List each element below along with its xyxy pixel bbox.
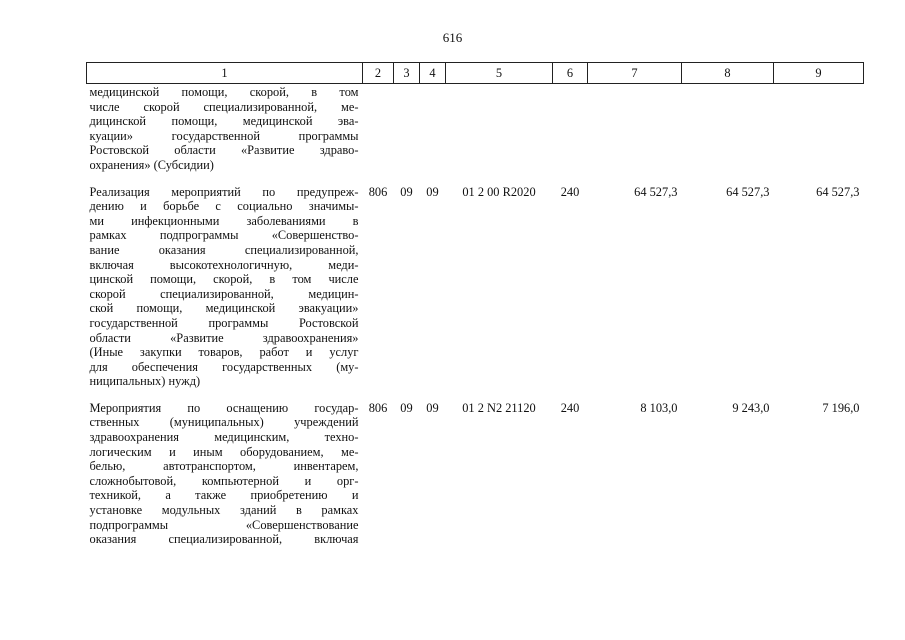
row-description bbox=[87, 84, 363, 185]
description-line: (Иные закупки товаров, работ и услуг bbox=[89, 345, 359, 360]
column-header: 1 bbox=[87, 63, 363, 84]
grbs-cell bbox=[363, 84, 394, 185]
subsection-cell bbox=[420, 84, 446, 185]
description-line: медицинской помощи, скорой, в том bbox=[89, 85, 359, 99]
amount-year1-cell: 8 103,0 bbox=[640, 400, 678, 415]
grbs-cell: 806 bbox=[368, 184, 388, 199]
row-description bbox=[87, 401, 363, 559]
description-line: области «Развитие здравоохранения» bbox=[89, 330, 359, 345]
amount-year3-cell: 7 196,0 bbox=[822, 400, 860, 415]
description-line: рамках подпрограммы «Совершенство- bbox=[89, 228, 359, 243]
amount-year2-cell bbox=[682, 84, 774, 185]
description-line: дению и борьбе с социально значимы- bbox=[89, 199, 359, 214]
column-header: 8 bbox=[682, 63, 774, 84]
amount-year3-cell bbox=[774, 84, 864, 185]
column-header: 6 bbox=[553, 63, 588, 84]
budget-table bbox=[86, 62, 864, 559]
table-row bbox=[87, 401, 864, 559]
description-line: логическим и иным оборудованием, ме- bbox=[89, 444, 359, 459]
description-line: Мероприятия по оснащению государ- bbox=[89, 400, 359, 415]
page-number: 616 bbox=[442, 30, 463, 45]
description-line: государственной программы Ростовской bbox=[89, 315, 359, 330]
subsection-cell: 09 bbox=[426, 400, 439, 415]
column-number-row bbox=[87, 63, 864, 84]
description-line: установке модульных зданий в рамках bbox=[89, 503, 359, 518]
column-header: 4 bbox=[420, 63, 446, 84]
column-header: 3 bbox=[394, 63, 420, 84]
description-line: куации» государственной программы bbox=[89, 128, 359, 143]
description-line: ственных (муниципальных) учреждений bbox=[89, 415, 359, 430]
section-cell bbox=[394, 84, 420, 185]
table-row bbox=[87, 84, 864, 185]
grbs-cell: 806 bbox=[368, 400, 388, 415]
section-cell: 09 bbox=[400, 400, 413, 415]
description-line: Реализация мероприятий по предупреж- bbox=[89, 184, 359, 199]
column-header: 7 bbox=[588, 63, 682, 84]
column-header: 9 bbox=[774, 63, 864, 84]
description-line: ниципальных) нужд) bbox=[89, 374, 201, 389]
description-line: оказания специализированной, включая bbox=[89, 532, 359, 547]
amount-year1-cell bbox=[588, 84, 682, 185]
target-article-cell bbox=[446, 84, 553, 185]
table-row bbox=[87, 185, 864, 401]
description-line: цинской помощи, скорой, в том числе bbox=[89, 272, 359, 287]
target-article-cell: 01 2 00 R2020 bbox=[462, 184, 536, 199]
description-line: сложнобытовой, компьютерной и орг- bbox=[89, 473, 359, 488]
description-line: подпрограммы «Совершенствование bbox=[89, 517, 359, 532]
row-description bbox=[87, 185, 363, 401]
column-header: 5 bbox=[446, 63, 553, 84]
description-line: белью, автотранспортом, инвентарем, bbox=[89, 459, 359, 474]
amount-year2-cell: 9 243,0 bbox=[732, 400, 770, 415]
description-line: здравоохранения медицинским, техно- bbox=[89, 430, 359, 445]
column-header: 2 bbox=[363, 63, 394, 84]
description-line: ской помощи, медицинской эвакуации» bbox=[89, 301, 359, 316]
description-line: числе скорой специализированной, ме- bbox=[89, 99, 359, 114]
section-cell: 09 bbox=[400, 184, 413, 199]
description-line: скорой специализированной, медицин- bbox=[89, 286, 359, 301]
description-line: Ростовской области «Развитие здраво- bbox=[89, 143, 359, 158]
description-line: дицинской помощи, медицинской эва- bbox=[89, 114, 359, 129]
amount-year2-cell: 64 527,3 bbox=[726, 184, 770, 199]
description-line: для обеспечения государственных (му- bbox=[89, 359, 359, 374]
target-article-cell: 01 2 N2 21120 bbox=[462, 400, 536, 415]
amount-year1-cell: 64 527,3 bbox=[634, 184, 678, 199]
amount-year3-cell: 64 527,3 bbox=[816, 184, 860, 199]
description-line: ми инфекционными заболеваниями в bbox=[89, 213, 359, 228]
description-line: техникой, а также приобретению и bbox=[89, 488, 359, 503]
expense-type-cell: 240 bbox=[560, 184, 580, 199]
description-line: вание оказания специализированной, bbox=[89, 242, 359, 257]
subsection-cell: 09 bbox=[426, 184, 439, 199]
description-line: охранения» (Субсидии) bbox=[89, 157, 214, 172]
description-line: включая высокотехнологичную, меди- bbox=[89, 257, 359, 272]
expense-type-cell: 240 bbox=[560, 400, 580, 415]
expense-type-cell bbox=[553, 84, 588, 185]
